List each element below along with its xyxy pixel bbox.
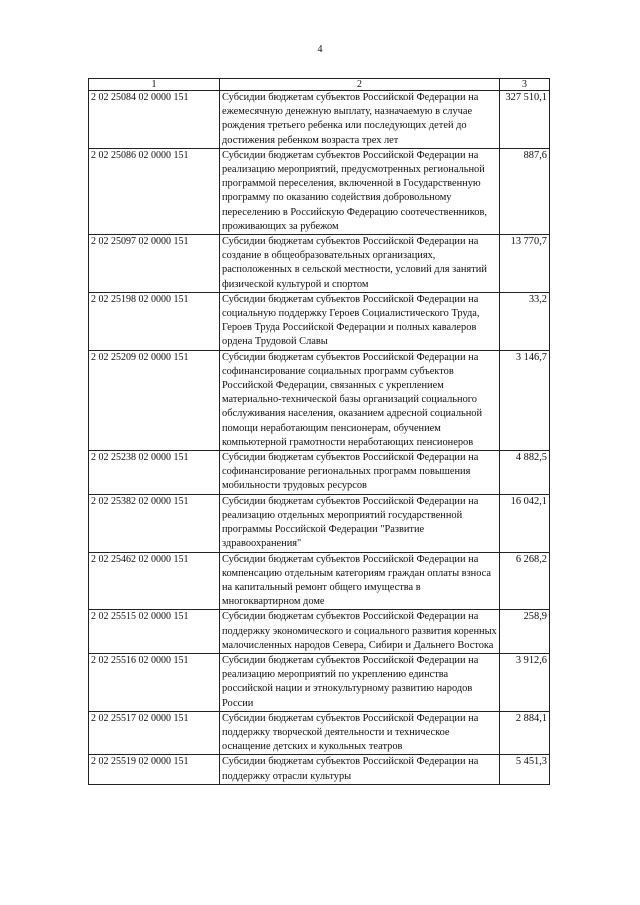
budget-subsidies-table xyxy=(88,78,550,785)
budget-code-cell: 2 02 25086 02 0000 151 xyxy=(89,148,220,234)
table-row xyxy=(89,235,550,293)
amount-cell: 3 146,7 xyxy=(500,350,550,450)
budget-code-cell: 2 02 25209 02 0000 151 xyxy=(89,350,220,450)
description-cell: Субсидии бюджетам субъектов Российской Федерации на поддержку отрасли культуры xyxy=(220,755,500,784)
description-cell: Субсидии бюджетам субъектов Российской Федерации на поддержку экономического и социального развития коренных малочисленных народов Севера, Сибири и Дальнего Востока xyxy=(220,610,500,654)
budget-code-cell: 2 02 25462 02 0000 151 xyxy=(89,552,220,610)
description-cell: Субсидии бюджетам субъектов Российской Федерации на софинансирование социальных программ субъектов Российской Федерации, связанных с укреплением материально-технической базы организаций социального обслуживания населения, оказанием адресной социальной помощи неработающим пенсионерам, обучением компьютерной грамотности неработающих пенсионеров xyxy=(220,350,500,450)
column-header-code: 1 xyxy=(89,79,220,91)
description-cell: Субсидии бюджетам субъектов Российской Федерации на создание в общеобразовательных организациях, расположенных в сельской местности, условий для занятий физической культурой и спортом xyxy=(220,235,500,293)
description-cell: Субсидии бюджетам субъектов Российской Федерации на социальную поддержку Героев Социалистического Труда, Героев Труда Российской Федерации и полных кавалеров ордена Трудовой Славы xyxy=(220,292,500,350)
budget-code-cell: 2 02 25198 02 0000 151 xyxy=(89,292,220,350)
amount-cell: 6 268,2 xyxy=(500,552,550,610)
description-cell: Субсидии бюджетам субъектов Российской Федерации на реализацию отдельных мероприятий государственной программы Российской Федерации "Развитие здравоохранения" xyxy=(220,494,500,552)
budget-code-cell: 2 02 25238 02 0000 151 xyxy=(89,451,220,495)
table-row xyxy=(89,91,550,149)
amount-cell: 13 770,7 xyxy=(500,235,550,293)
table-row xyxy=(89,552,550,610)
amount-cell: 887,6 xyxy=(500,148,550,234)
amount-cell: 3 912,6 xyxy=(500,653,550,711)
table-row xyxy=(89,451,550,495)
table-row xyxy=(89,711,550,755)
column-header-amount: 3 xyxy=(500,79,550,91)
budget-code-cell: 2 02 25084 02 0000 151 xyxy=(89,91,220,149)
amount-cell: 33,2 xyxy=(500,292,550,350)
table-header-row xyxy=(89,79,550,91)
table-row xyxy=(89,494,550,552)
page-number: 4 xyxy=(317,44,323,55)
budget-code-cell: 2 02 25516 02 0000 151 xyxy=(89,653,220,711)
table-row xyxy=(89,610,550,654)
description-cell: Субсидии бюджетам субъектов Российской Федерации на ежемесячную денежную выплату, назначаемую в случае рождения третьего ребенка или последующих детей до достижения ребенком возраста трех лет xyxy=(220,91,500,149)
table-row xyxy=(89,755,550,784)
table-row xyxy=(89,292,550,350)
description-cell: Субсидии бюджетам субъектов Российской Федерации на реализацию мероприятий, предусмотренных региональной программой переселения, включенной в Государственную программу по оказанию содействия добровольному переселению в Российскую Федерацию соотечественников, проживающих за рубежом xyxy=(220,148,500,234)
budget-code-cell: 2 02 25097 02 0000 151 xyxy=(89,235,220,293)
table-row xyxy=(89,148,550,234)
amount-cell: 4 882,5 xyxy=(500,451,550,495)
amount-cell: 16 042,1 xyxy=(500,494,550,552)
table-row xyxy=(89,653,550,711)
description-cell: Субсидии бюджетам субъектов Российской Федерации на поддержку творческой деятельности и техническое оснащение детских и кукольных театров xyxy=(220,711,500,755)
description-cell: Субсидии бюджетам субъектов Российской Федерации на софинансирование региональных программ повышения мобильности трудовых ресурсов xyxy=(220,451,500,495)
table-row xyxy=(89,350,550,450)
description-cell: Субсидии бюджетам субъектов Российской Федерации на реализацию мероприятий по укреплению единства российской нации и этнокультурному развитию народов России xyxy=(220,653,500,711)
budget-code-cell: 2 02 25382 02 0000 151 xyxy=(89,494,220,552)
column-header-description: 2 xyxy=(220,79,500,91)
budget-code-cell: 2 02 25515 02 0000 151 xyxy=(89,610,220,654)
amount-cell: 258,9 xyxy=(500,610,550,654)
budget-code-cell: 2 02 25517 02 0000 151 xyxy=(89,711,220,755)
amount-cell: 5 451,3 xyxy=(500,755,550,784)
budget-code-cell: 2 02 25519 02 0000 151 xyxy=(89,755,220,784)
amount-cell: 327 510,1 xyxy=(500,91,550,149)
description-cell: Субсидии бюджетам субъектов Российской Федерации на компенсацию отдельным категориям граждан оплаты взноса на капитальный ремонт общего имущества в многоквартирном доме xyxy=(220,552,500,610)
amount-cell: 2 884,1 xyxy=(500,711,550,755)
